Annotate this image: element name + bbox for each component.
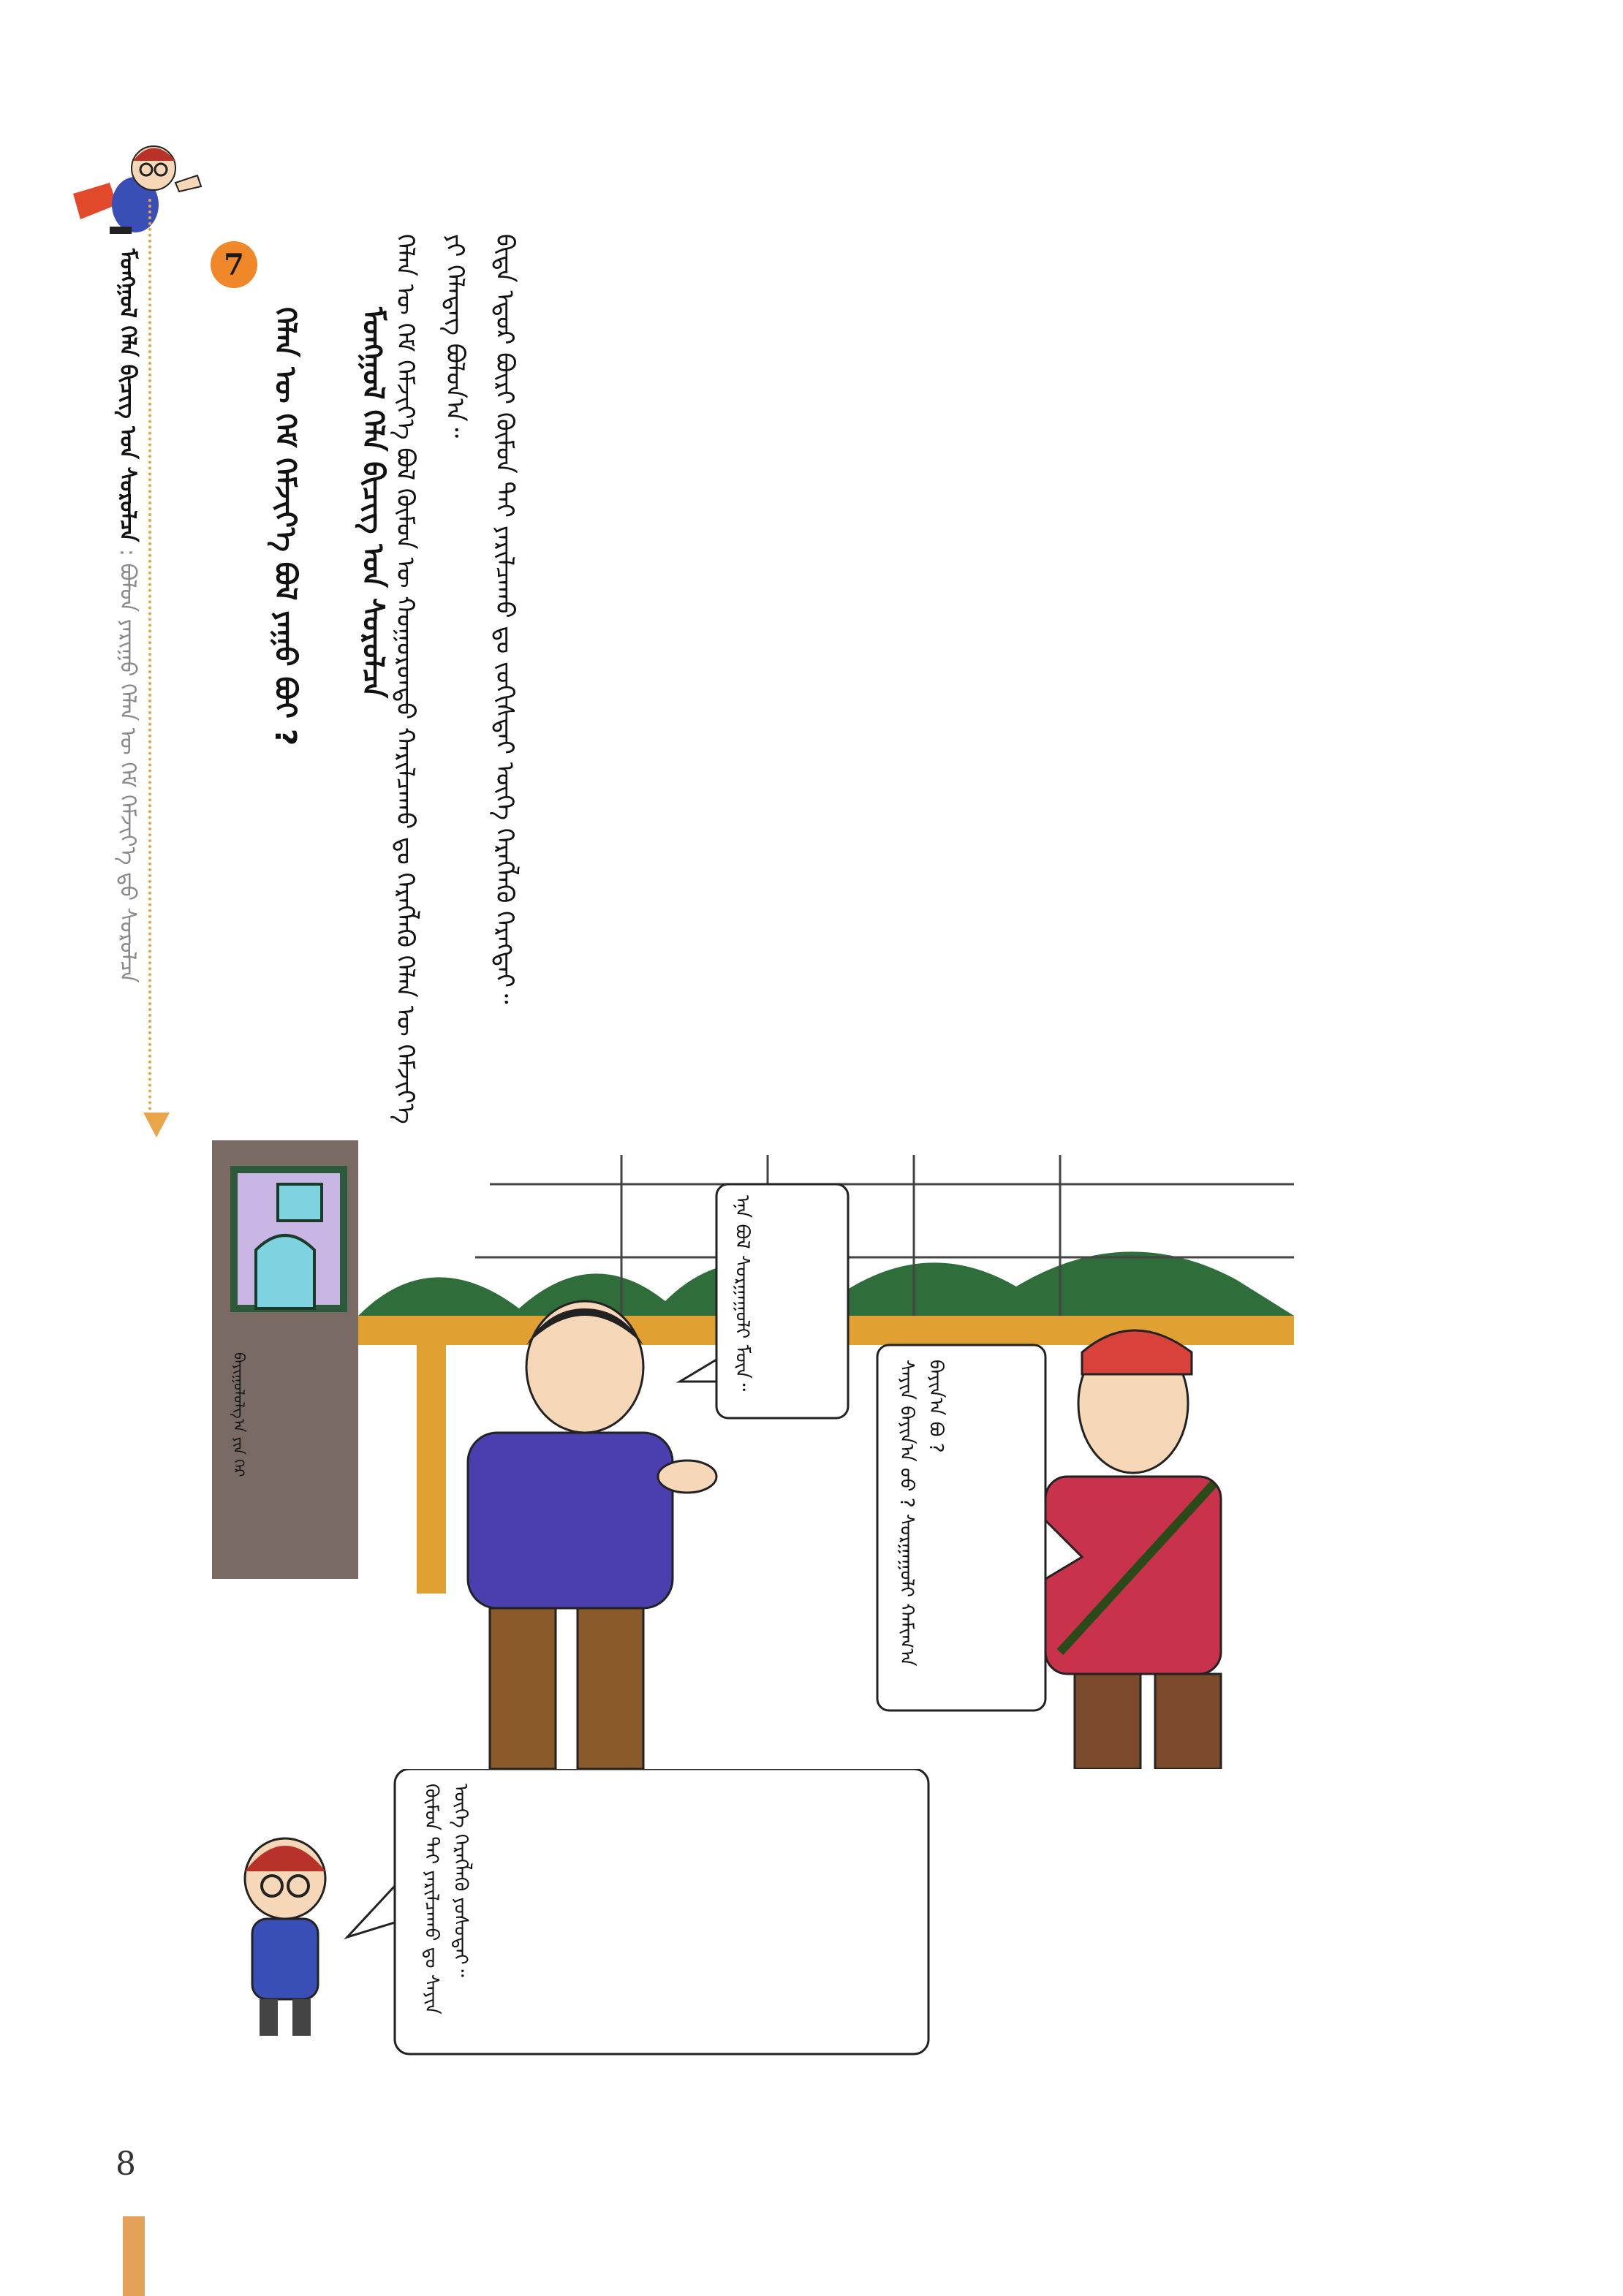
running-header: ᠮᠣᠩᠭᠣᠯ ᠬᠡᠯᠡ ᠪᠢᠴᠢᠭ ᠤᠨ ᠰᠤᠷᠤᠯᠴᠠ : ᠪᠣᠯᠤᠨ ᠶᠠᠷᠢᠭᠤ ᠬᠡᠯᠡᠨ ᠦ ᠬᠡᠮ ᠬᠡᠮᠵᠢᠶ᠎ᠡ ᠳ᠋ᠦ ᠰᠤᠷᠤᠯᠴᠠ [115,249,140,983]
body-paragraph: ᠬᠡᠯᠡᠨ ᠦ ᠬᠡᠮ ᠬᠡᠮᠵᠢᠶ᠎ᠡ ᠪᠣᠯ ᠬᠦᠮᠦᠨ ᠦ ᠬᠣᠭᠣᠷᠣᠨᠳᠣ ᠬᠠᠷᠢᠯᠴᠠᠬᠤ ᠳᠤ ᠬᠡᠷᠡᠭᠯᠡᠬᠦ ᠬᠡᠯᠡᠨ ᠦ ᠬᠡᠮᠵᠢᠶ᠎ᠡ ᠶᠢ ᠬᠡᠯᠡᠳᠡᠭ ᠪᠣᠯᠤᠨ᠎ᠠ᠃ [390,234,469,1124]
speech-bubble-boy: ᠬᠦᠮᠦᠨ ᠲᠡᠢ ᠶᠠᠷᠢᠯᠴᠠᠬᠤ ᠳᠤ ᠰᠠᠶᠢᠨ ᠦᠭᠡ ᠬᠡᠷᠡᠭᠯᠡᠬᠦ ᠶᠣᠰᠣᠲᠠᠢ᠃ [420,1784,472,2015]
body-text [380,234,529,1126]
flying-boy-mascot [66,124,212,256]
page-number: 8 [116,2145,136,2183]
margin-dotted-line [148,199,151,1111]
speech-bubble-red-man: ᠰᠠᠶᠢᠨ ᠪᠠᠶᠢᠨ᠎ᠠ ᠤᠤ ? ᠰᠤᠷᠭᠠᠭᠤᠯᠢ ᠬᠠᠮᠢᠭ᠎ᠠ ᠪᠠᠶᠢᠨ᠎ᠠ ᠪᠤ ? [896,1360,947,1667]
building-sign-text: ᠪᠠᠶᠢᠭᠤᠯᠤᠯᠭ᠎ᠠ ᠶᠢᠨ ᠭᠡᠷ [230,1352,248,1477]
speech-bubble-blue-man: ᠡᠨᠡ ᠪᠣᠯ ᠰᠤᠷᠭᠠᠭᠤᠯᠢ ᠮᠥᠨ᠃ [731,1195,753,1392]
margin-arrow-icon [143,1113,170,1137]
series-title: ᠮᠣᠩᠭᠣᠯ ᠬᠡᠯᠡ ᠪᠢᠴᠢᠭ ᠤᠨ ᠰᠤᠷᠤᠯᠴᠠ [115,249,140,542]
body-paragraph: ᠪᠢᠳᠡ ᠡᠳᠦᠷ ᠪᠦᠷᠢ ᠬᠦᠮᠦᠨ ᠲᠡᠢ ᠶᠠᠷᠢᠯᠴᠠᠬᠤ ᠳᠤ ᠵᠣᠬᠢᠰᠲᠠᠢ ᠦᠭᠡ ᠬᠡᠷᠡᠭᠯᠡᠬᠦ ᠬᠡᠷᠡᠭᠲᠡᠢ᠃ [490,234,519,1004]
question-title-line: ᠬᠡᠯᠡᠨ ᠦ ᠬᠡᠮ ᠬᠡᠮᠵᠢᠶ᠎ᠡ ᠪᠣᠯ ᠶᠠᠭᠤ ᠪᠣᠢ ? [268,307,302,746]
chapter-title: ᠪᠣᠯᠤᠨ ᠶᠠᠷᠢᠭᠤ ᠬᠡᠯᠡᠨ ᠦ ᠬᠡᠮ ᠬᠡᠮᠵᠢᠶ᠎ᠡ ᠳ᠋ᠦ ᠰᠤᠷᠤᠯᠴᠠ [115,563,140,983]
question-number-badge: 7 [211,241,257,288]
boy-commentary [212,1769,943,2061]
page-number-bar [123,2216,145,2296]
comic-illustration [212,1140,1316,1769]
question-title-line: ᠮᠣᠩᠭᠣᠯ ᠬᠡᠯᠡ ᠪᠢᠴᠢᠭ ᠤᠨ ᠰᠤᠷᠤᠯᠴᠠ [356,307,390,699]
